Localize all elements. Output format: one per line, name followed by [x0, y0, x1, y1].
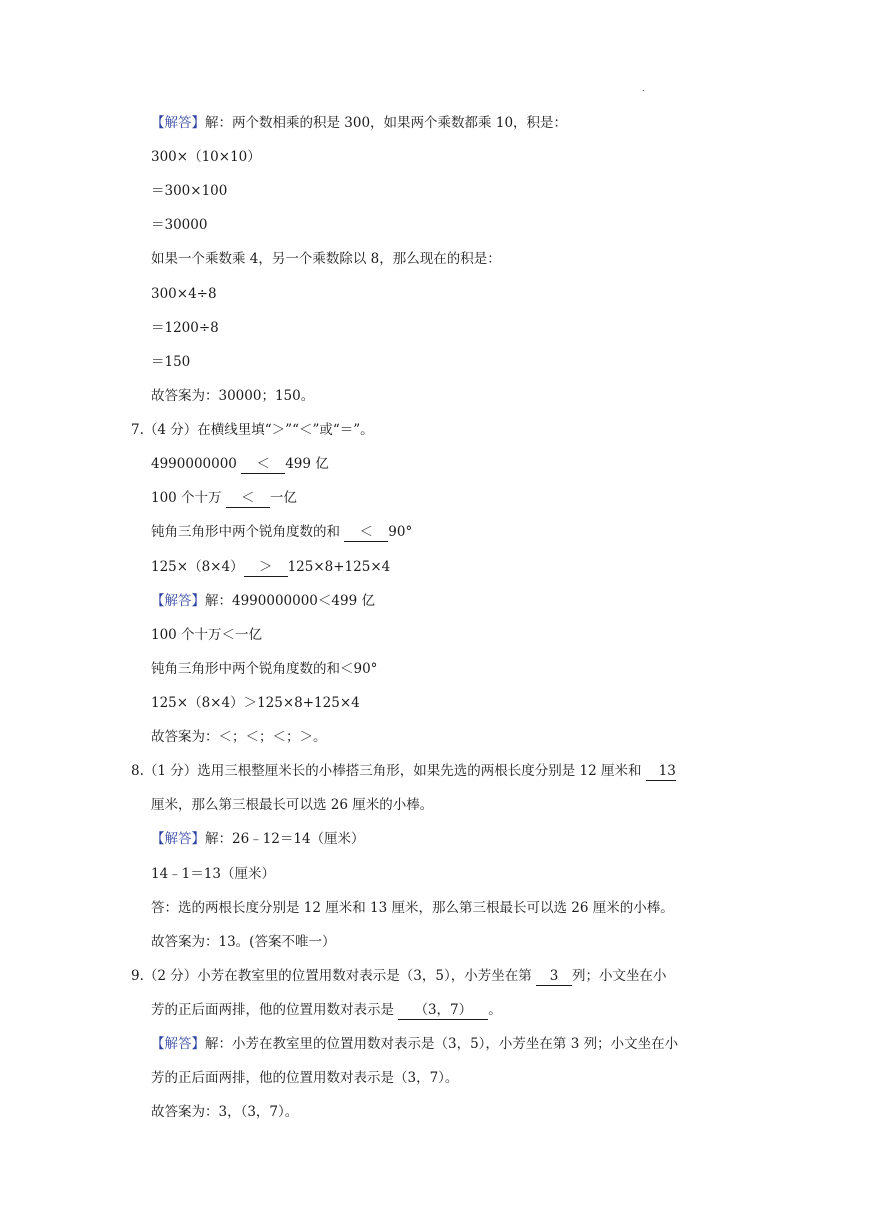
question-number: 7. [131, 422, 144, 438]
answer-blank: （3，7） [398, 1002, 488, 1020]
q6-answer-line-7: ＝1200÷8 [151, 320, 219, 336]
q7-answer-line-1 [151, 591, 375, 611]
item-right: 499 亿 [285, 456, 329, 472]
question-text: （1 分）选用三根整厘米长的小棒搭三角形，如果先选的两根长度分别是 12 厘米和 [143, 763, 646, 779]
q9-answer-line-2: 芳的正后面两排，他的位置用数对表示是（3，7）。 [151, 1070, 459, 1086]
q6-answer-line-4: ＝30000 [151, 217, 208, 233]
answer-text: 解：小芳在教室里的位置用数对表示是（3，5），小芳坐在第 3 列；小文坐在小 [205, 1036, 679, 1052]
q9-question-line-1 [131, 966, 667, 986]
item-left: 125×（8×4） [151, 559, 244, 575]
q8-answer-line-3: 答：选的两根长度分别是 12 厘米和 13 厘米，那么第三根最长可以选 26 厘米的小棒。 [151, 900, 674, 916]
question-number: 8. [131, 763, 144, 779]
q7-answer-line-5: 故答案为：＜；＜；＜；＞。 [151, 729, 327, 745]
answer-blank: ＜ [226, 490, 270, 508]
q7-answer-line-3: 钝角三角形中两个锐角度数的和＜90° [151, 661, 378, 677]
answer-blank: ＜ [344, 524, 388, 542]
q6-answer-line-8: ＝150 [151, 354, 191, 370]
answer-blank: ＞ [244, 559, 288, 577]
item-left: 钝角三角形中两个锐角度数的和 [151, 524, 345, 540]
q7-question [131, 420, 374, 440]
answer-blank: 13 [646, 763, 676, 781]
item-left: 100 个十万 [151, 490, 226, 506]
answer-tag: 【解答】 [151, 115, 205, 131]
answer-text: 解：两个数相乘的积是 300，如果两个乘数都乘 10，积是： [205, 115, 568, 131]
question-text: （4 分）在横线里填“＞”“＜”或“＝”。 [143, 422, 374, 438]
answer-blank: 3 [536, 968, 572, 986]
q7-item-4 [151, 557, 390, 577]
question-text: 芳的正后面两排，他的位置用数对表示是 [151, 1002, 399, 1018]
header-mark: . [642, 84, 645, 93]
q7-answer-line-4: 125×（8×4）＞125×8+125×4 [151, 695, 360, 711]
q8-answer-line-4: 故答案为：13。(答案不唯一） [151, 934, 336, 950]
question-text: 。 [488, 1002, 502, 1018]
q6-answer-line-3: ＝300×100 [151, 183, 228, 199]
q9-answer-line-3: 故答案为：3，（3，7）。 [151, 1104, 299, 1120]
q7-item-2 [151, 488, 297, 508]
question-text: 列；小文坐在小 [572, 968, 667, 984]
question-number: 9. [131, 968, 144, 984]
q8-question-line-2: 厘米，那么第三根最长可以选 26 厘米的小棒。 [151, 797, 434, 813]
q6-answer-line-2: 300×（10×10） [151, 149, 261, 165]
item-right: 125×8+125×4 [287, 559, 391, 575]
answer-tag: 【解答】 [151, 831, 205, 847]
question-text: （2 分）小芳在教室里的位置用数对表示是（3，5），小芳坐在第 [143, 968, 536, 984]
q6-answer-line-1 [151, 113, 567, 133]
answer-text: 解：4990000000＜499 亿 [205, 593, 375, 609]
answer-text: 解：26﹣12＝14（厘米） [205, 831, 365, 847]
q7-item-1 [151, 454, 329, 474]
q9-question-line-2 [151, 1000, 502, 1020]
item-right: 90° [388, 524, 413, 540]
answer-tag: 【解答】 [151, 1036, 205, 1052]
answer-tag: 【解答】 [151, 593, 205, 609]
q6-answer-line-9: 故答案为：30000；150。 [151, 388, 315, 404]
answer-blank: ＜ [241, 456, 285, 474]
q9-answer-line-1 [151, 1034, 678, 1054]
q8-answer-line-2: 14﹣1＝13（厘米） [151, 866, 275, 882]
q6-answer-line-5: 如果一个乘数乘 4，另一个乘数除以 8，那么现在的积是： [151, 251, 501, 267]
q7-item-3 [151, 522, 412, 542]
item-left: 4990000000 [151, 456, 242, 472]
q8-answer-line-1 [151, 829, 365, 849]
item-right: 一亿 [269, 490, 297, 506]
q6-answer-line-6: 300×4÷8 [151, 286, 217, 302]
q8-question-line-1 [131, 761, 676, 781]
q7-answer-line-2: 100 个十万＜一亿 [151, 627, 263, 643]
